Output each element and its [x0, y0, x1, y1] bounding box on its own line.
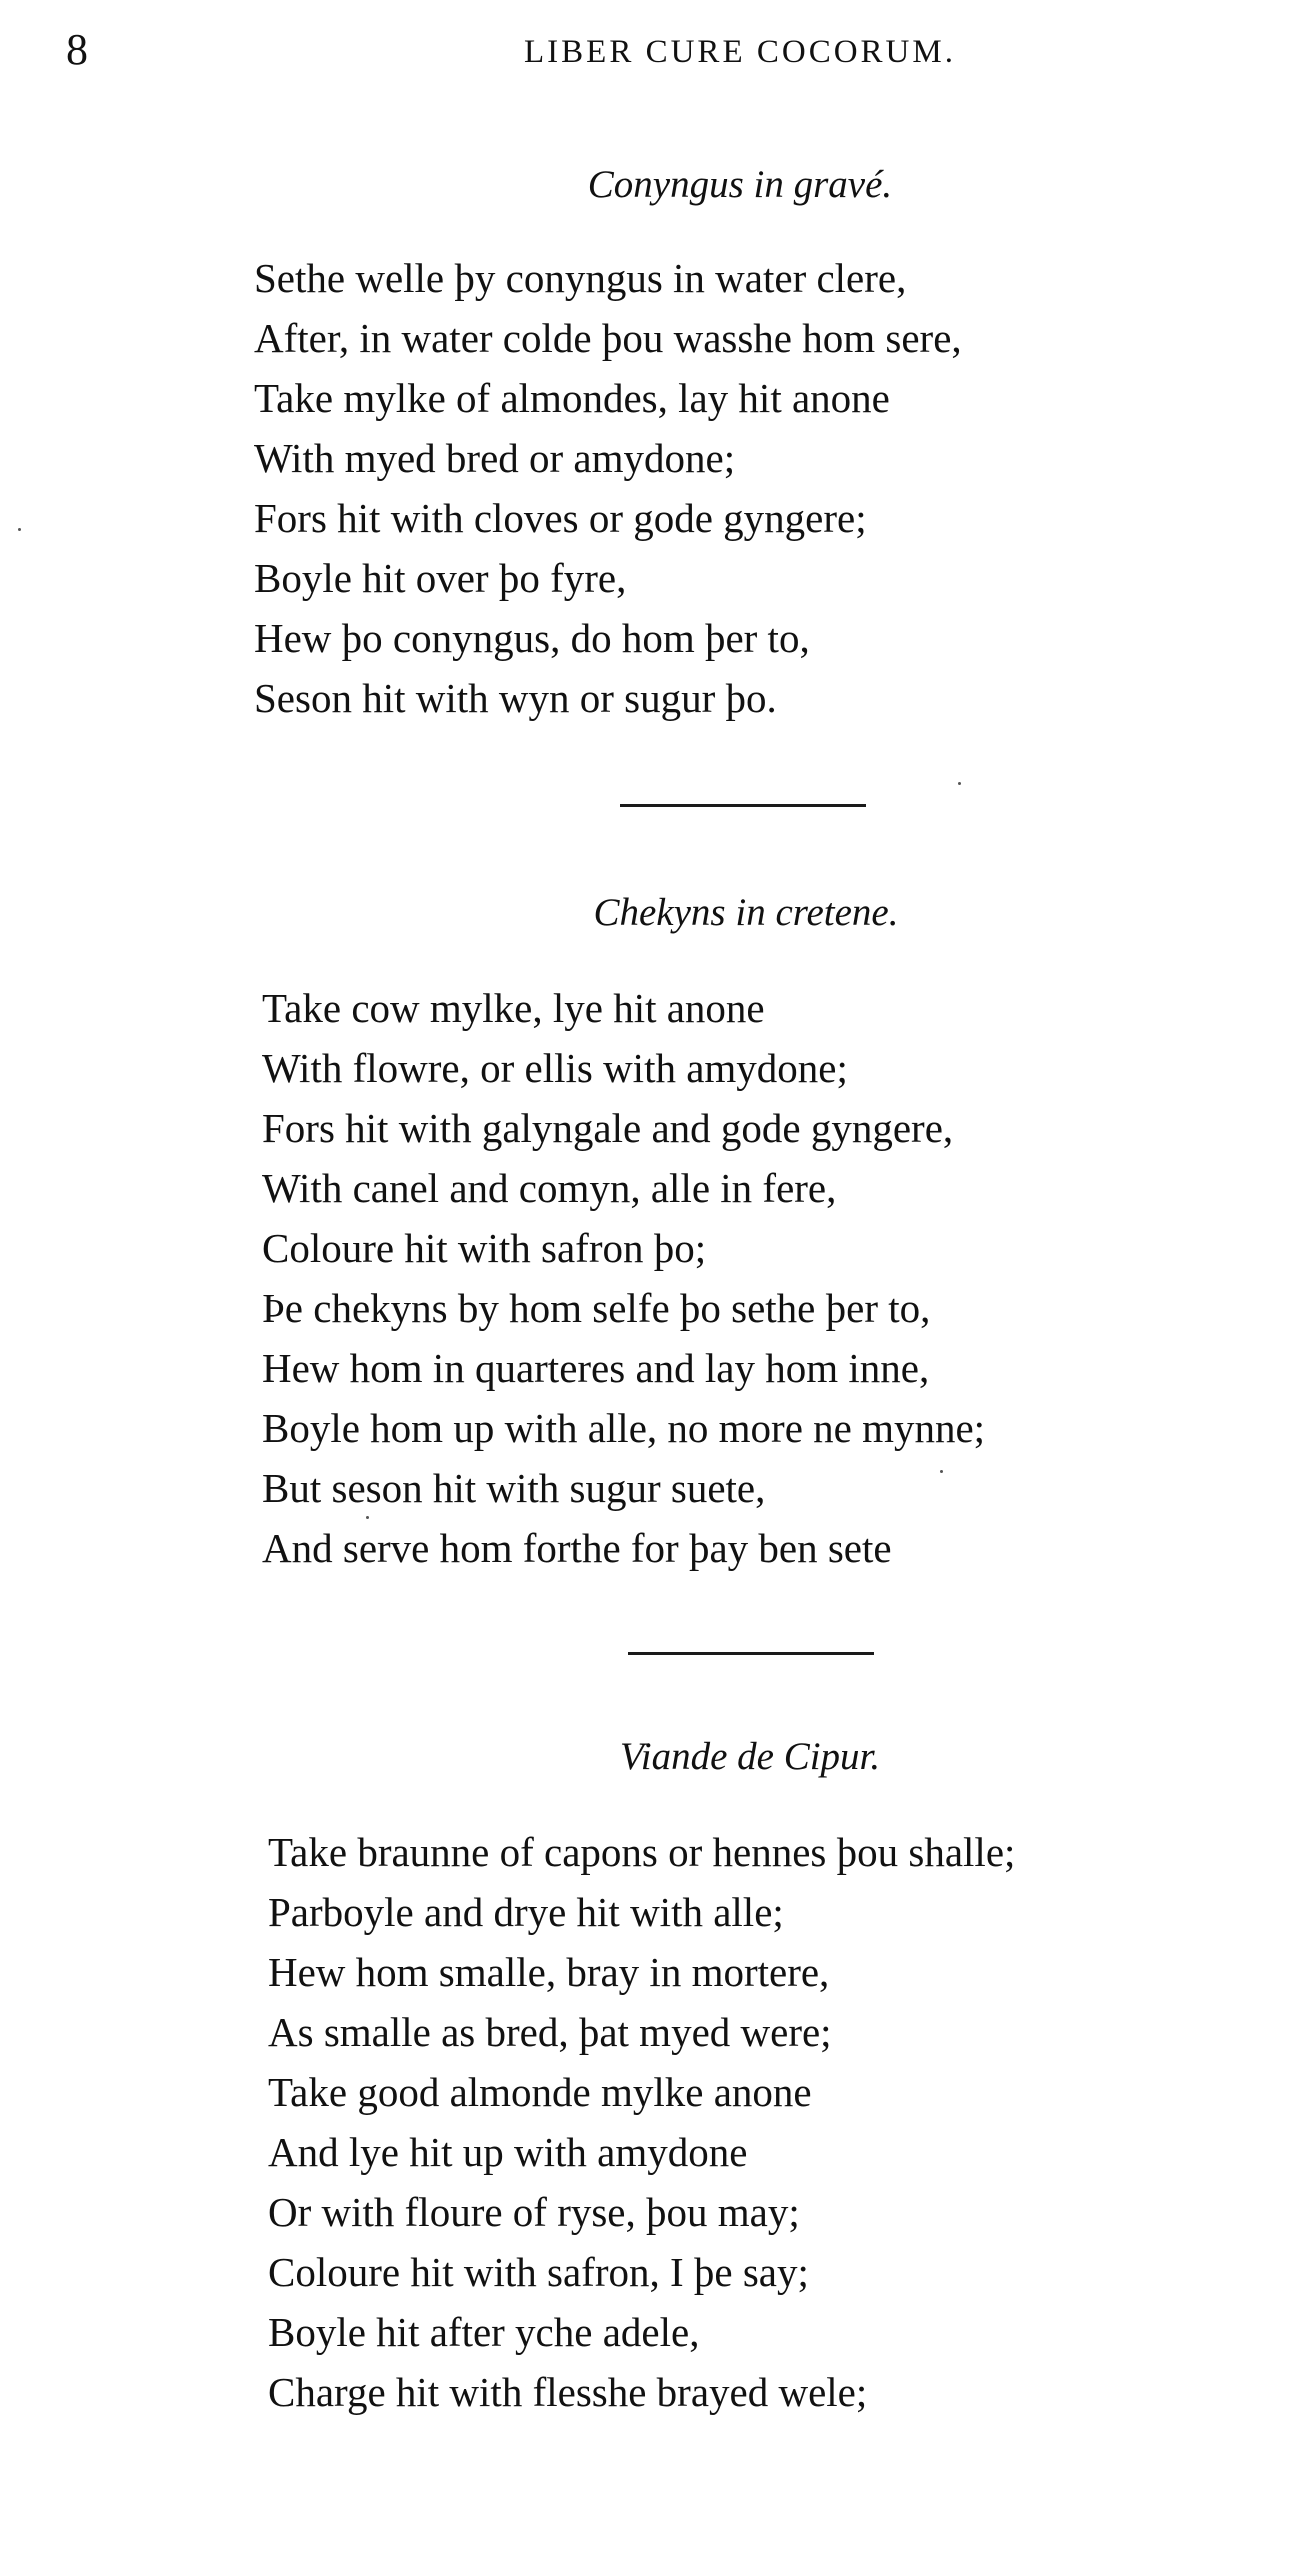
- poem-line: Hew hom smalle, bray in mortere,: [268, 1949, 830, 1995]
- poem-line: Seson hit with wyn or sugur þo.: [254, 675, 777, 721]
- poem-line: With myed bred or amydone;: [254, 435, 736, 481]
- poem-chekyns: [262, 978, 985, 1578]
- poem-line: Parboyle and drye hit with alle;: [268, 1889, 784, 1935]
- section-title-viande: Viande de Cipur.: [619, 1735, 881, 1778]
- poem-line: Or with floure of ryse, þou may;: [268, 2189, 800, 2235]
- scan-speck: [958, 782, 961, 785]
- poem-line: Take good almonde mylke anone: [268, 2069, 812, 2115]
- section-title-conyngus: Conyngus in gravé.: [587, 163, 893, 206]
- poem-line: Charge hit with flesshe brayed wele;: [268, 2369, 868, 2415]
- poem-conyngus: [254, 248, 962, 728]
- running-title: LIBER CURE COCORUM.: [524, 34, 956, 70]
- scan-speck: [940, 1470, 943, 1473]
- poem-line: As smalle as bred, þat myed were;: [268, 2009, 832, 2055]
- section-divider: [620, 804, 866, 807]
- poem-line: But seson hit with sugur suete,: [262, 1465, 766, 1511]
- poem-line: And lye hit up with amydone: [268, 2129, 748, 2175]
- poem-line: After, in water colde þou wasshe hom sere,: [254, 315, 962, 361]
- poem-line: Sethe welle þy conyngus in water clere,: [254, 255, 907, 301]
- poem-line: Coloure hit with safron þo;: [262, 1225, 707, 1271]
- poem-line: With flowre, or ellis with amydone;: [262, 1045, 848, 1091]
- poem-line: Boyle hit over þo fyre,: [254, 555, 627, 601]
- poem-line: Fors hit with cloves or gode gyngere;: [254, 495, 867, 541]
- section-divider: [628, 1652, 874, 1655]
- poem-line: With canel and comyn, alle in fere,: [262, 1165, 837, 1211]
- poem-line: Boyle hom up with alle, no more ne mynne;: [262, 1405, 986, 1451]
- poem-line: And serve hom forthe for þay ben sete: [262, 1525, 892, 1571]
- page-number: 8: [66, 25, 88, 74]
- poem-line: Take braunne of capons or hennes þou shalle;: [268, 1829, 1016, 1875]
- poem-line: Take cow mylke, lye hit anone: [262, 985, 765, 1031]
- poem-line: Hew hom in quarteres and lay hom inne,: [262, 1345, 930, 1391]
- poem-viande: [268, 1822, 1015, 2422]
- section-title-chekyns: Chekyns in cretene.: [593, 891, 899, 934]
- poem-line: Boyle hit after yche adele,: [268, 2309, 700, 2355]
- poem-line: Hew þo conyngus, do hom þer to,: [254, 615, 810, 661]
- scan-speck: [18, 528, 21, 531]
- poem-line: Take mylke of almondes, lay hit anone: [254, 375, 890, 421]
- poem-line: Fors hit with galyngale and gode gyngere,: [262, 1105, 954, 1151]
- scan-speck: [366, 1516, 369, 1519]
- poem-line: Þe chekyns by hom selfe þo sethe þer to,: [262, 1285, 931, 1331]
- poem-line: Coloure hit with safron, I þe say;: [268, 2249, 809, 2295]
